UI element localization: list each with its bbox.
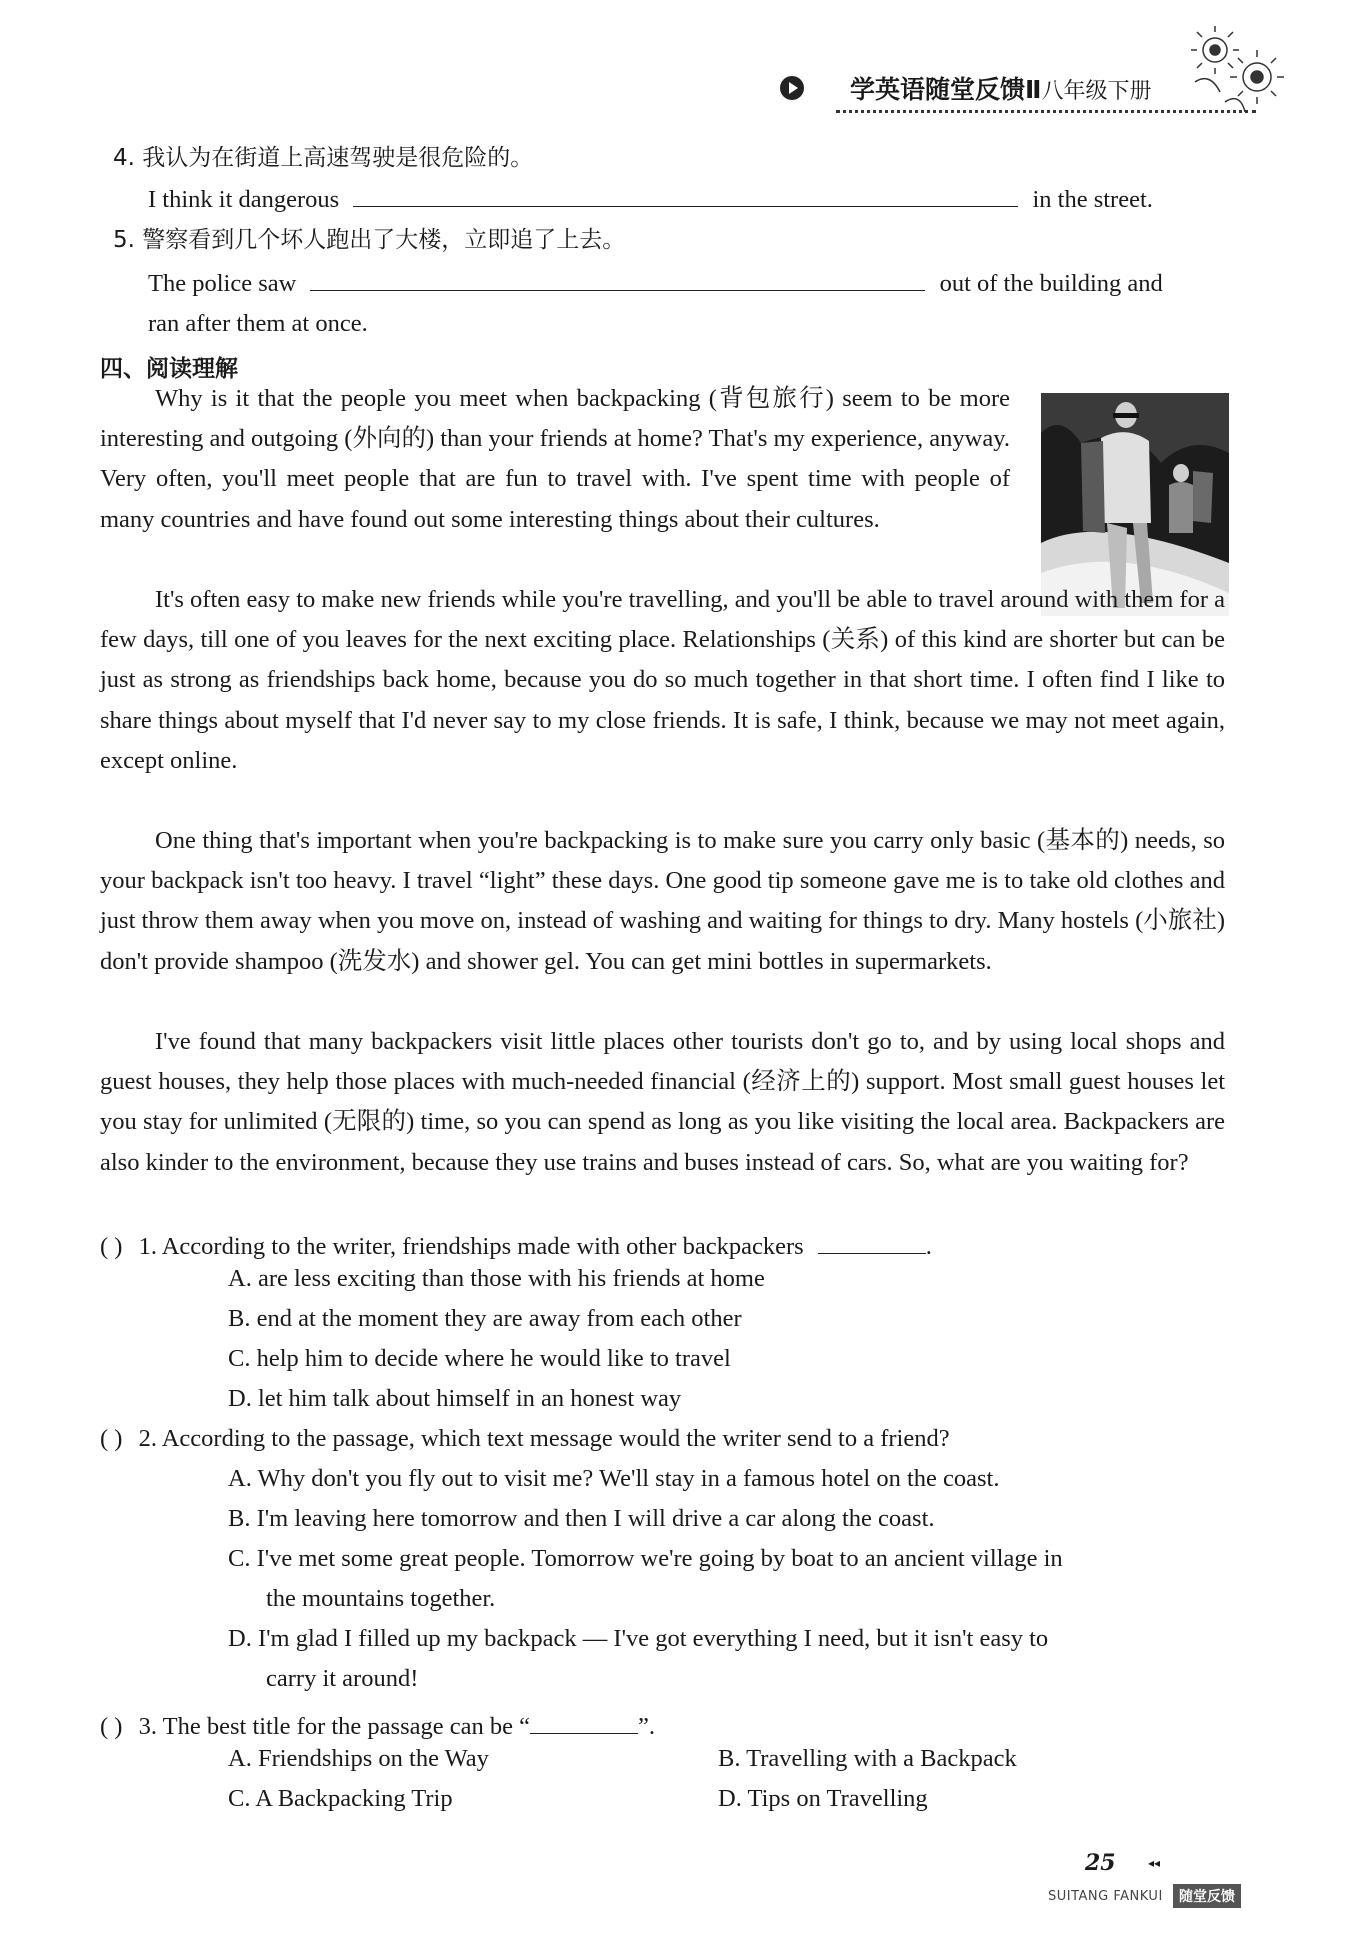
option-2c-continued: the mountains together.: [266, 1585, 496, 1612]
double-arrow-icon: ◂◂: [1148, 1856, 1161, 1870]
question-3-blank[interactable]: [530, 1705, 638, 1734]
question-4-english: [148, 178, 1153, 220]
stem-end: .: [925, 1233, 932, 1260]
question-5-prefix: The police saw: [148, 270, 297, 297]
option-1b[interactable]: B. end at the moment they are away from each other: [228, 1305, 742, 1332]
question-5-english: [148, 262, 1163, 304]
option-3c[interactable]: C. A Backpacking Trip: [228, 1785, 453, 1812]
option-2c[interactable]: C. I've met some great people. Tomorrow we're going by boat to an ancient village in: [228, 1545, 1063, 1572]
question-5-english-line2: ran after them at once.: [148, 310, 368, 337]
answer-paren[interactable]: ( ): [100, 1713, 123, 1740]
question-4-chinese: 4. 我认为在街道上高速驾驶是很危险的。: [113, 145, 534, 171]
option-1a[interactable]: A. are less exciting than those with his friends at home: [228, 1265, 765, 1292]
paragraph-4: I've found that many backpackers visit little places other tourists don't go to, and by using local shops and guest houses, they help those places with much-needed financial (经济上的) support. Most small guest houses let you stay for unlimited (无限的) time, so you can spend as long as you like visiting the local area. Backpackers are also kinder to the environment, because they use trains and buses instead of cars. So, what are you waiting for?: [100, 1028, 1225, 1176]
page-number: 25: [1085, 1850, 1116, 1876]
paragraph-3: One thing that's important when you're backpacking is to make sure you carry only basic (基本的) needs, so your backpack isn't too heavy. I travel “light” these days. One good tip someone gave me is to take old clothes and just throw them away when you move on, instead of washing and waiting for things to dry. Many hostels (小旅社) don't provide shampoo (洗发水) and shower gel. You can get mini bottles in supermarkets.: [100, 827, 1225, 975]
option-2b[interactable]: B. I'm leaving here tomorrow and then I will drive a car along the coast.: [228, 1505, 935, 1532]
section-title: 四、阅读理解: [100, 356, 238, 382]
answer-paren[interactable]: ( ): [100, 1233, 123, 1260]
paragraph-2: It's often easy to make new friends while you're travelling, and you'll be able to travel around with them for a few days, till one of you leaves for the next exciting place. Relationships (关系) of this kind are shorter but can be just as strong as friendships back home, because you do so much together in that short time. I often find I like to share things about myself that I'd never say to my close friends. It is safe, I think, because we may not meet again, except online.: [100, 586, 1225, 774]
question-4-answer-blank[interactable]: [353, 178, 1018, 207]
footer-brand: [1048, 1884, 1258, 1908]
brand-chinese: 随堂反馈: [1173, 1884, 1241, 1908]
paragraph-1: Why is it that the people you meet when backpacking (背包旅行) seem to be more interesting and outgoing (外向的) than your friends at home? That's my experience, anyway. Very often, you'll meet people that are fun to travel with. I've spent time with people of many countries and have found out some interesting things about their cultures.: [100, 385, 1010, 533]
question-stem: 2. According to the passage, which text message would the writer send to a friend?: [138, 1425, 950, 1452]
question-5-suffix: out of the building and: [939, 270, 1163, 297]
option-2d[interactable]: D. I'm glad I filled up my backpack — I've got everything I need, but it isn't easy to: [228, 1625, 1049, 1652]
book-title: 学英语随堂反馈Ⅱ八年级下册: [850, 75, 1152, 104]
question-5-chinese: 5. 警察看到几个坏人跑出了大楼，立即追了上去。: [113, 227, 626, 253]
question-1: [100, 1225, 932, 1261]
question-1-blank[interactable]: [818, 1225, 926, 1254]
answer-paren[interactable]: ( ): [100, 1425, 123, 1452]
flower-decoration-icon: [1185, 22, 1290, 122]
grade-label: 八年级下册: [1041, 79, 1152, 104]
question-3: [100, 1705, 655, 1741]
option-3b[interactable]: B. Travelling with a Backpack: [718, 1745, 1017, 1772]
question-stem: 1. According to the writer, friendships made with other backpackers: [138, 1233, 804, 1260]
option-1c[interactable]: C. help him to decide where he would like to travel: [228, 1345, 731, 1372]
question-2: [100, 1425, 950, 1453]
question-4-suffix: in the street.: [1032, 186, 1153, 213]
brand-english: SUITANG FANKUI: [1048, 1889, 1163, 1904]
play-icon: [780, 76, 804, 100]
question-4-prefix: I think it dangerous: [148, 186, 340, 213]
question-5-answer-blank[interactable]: [310, 262, 925, 291]
option-3a[interactable]: A. Friendships on the Way: [228, 1745, 489, 1772]
option-1d[interactable]: D. let him talk about himself in an honest way: [228, 1385, 682, 1412]
option-2a[interactable]: A. Why don't you fly out to visit me? We'll stay in a famous hotel on the coast.: [228, 1465, 1000, 1492]
page-header: [780, 70, 1220, 114]
option-3d[interactable]: D. Tips on Travelling: [718, 1785, 928, 1812]
option-2d-continued: carry it around!: [266, 1665, 419, 1692]
stem-end: ”.: [637, 1713, 655, 1740]
question-stem: 3. The best title for the passage can be “: [138, 1713, 530, 1740]
